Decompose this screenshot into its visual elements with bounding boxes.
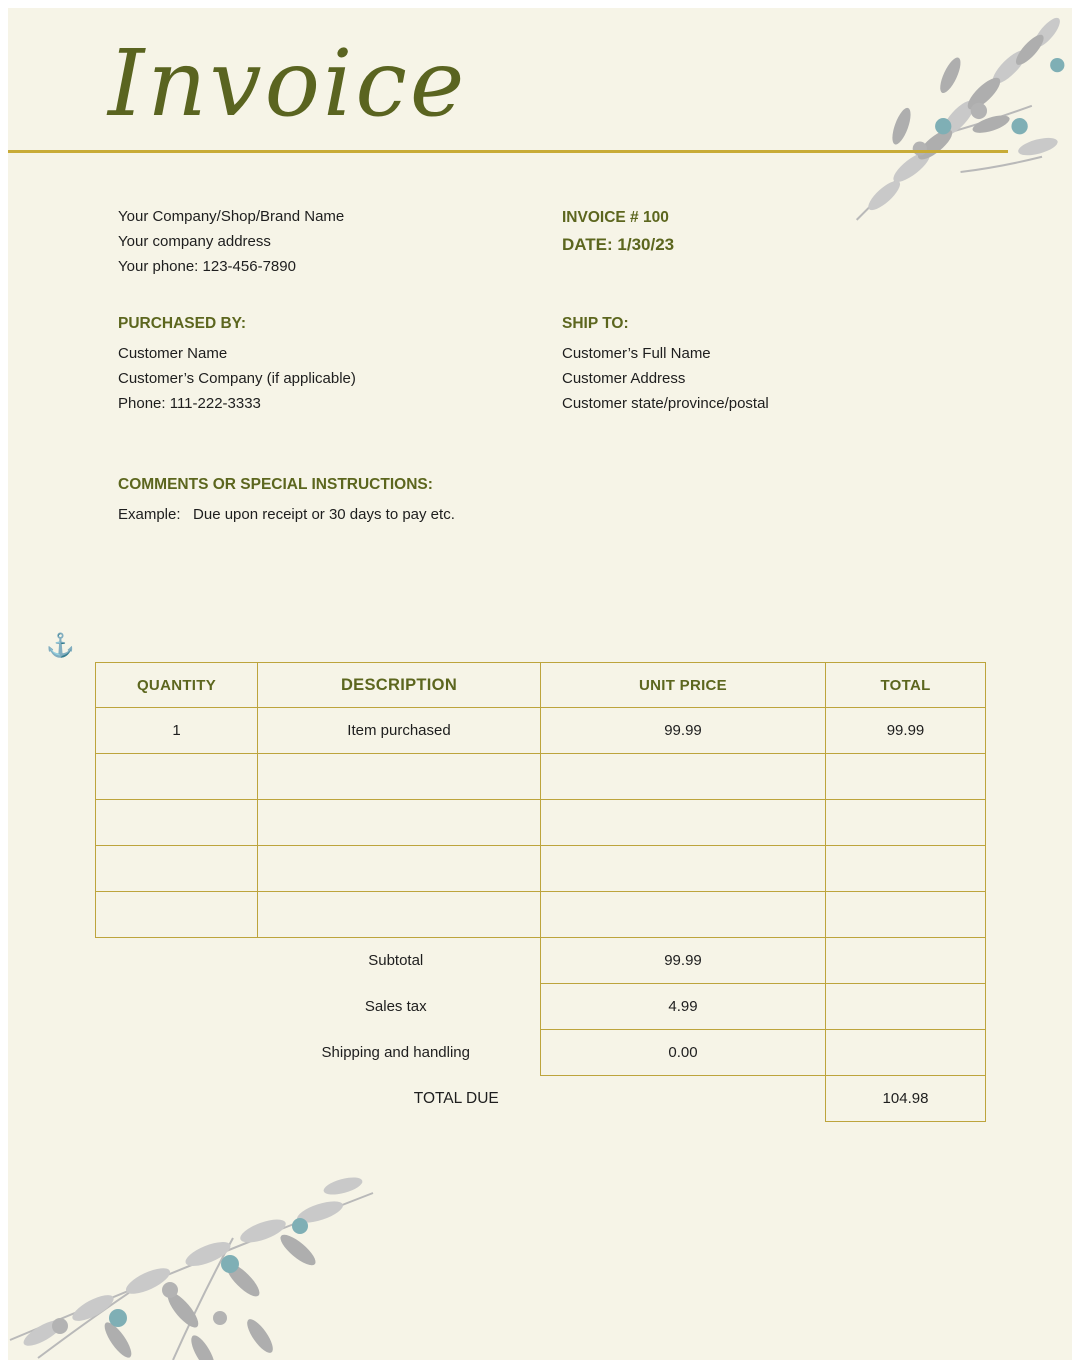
quantity-cell[interactable]: 1 xyxy=(96,708,258,754)
ship-to-line: Customer’s Full Name xyxy=(562,345,711,362)
invoice-number: INVOICE # 100 xyxy=(562,209,669,226)
company-address: Your company address xyxy=(118,233,271,250)
description-cell[interactable] xyxy=(258,892,541,938)
total-cell[interactable] xyxy=(826,846,986,892)
header-quantity: QUANTITY xyxy=(96,663,258,708)
purchased-by-heading: PURCHASED BY: xyxy=(118,315,247,332)
line-items-table xyxy=(95,662,986,1122)
shipping-value-cell[interactable]: 0.00 xyxy=(541,1030,826,1076)
company-info-block xyxy=(118,204,344,279)
quantity-cell[interactable] xyxy=(96,800,258,846)
olive-branch-decoration-top xyxy=(838,8,1072,226)
table-row xyxy=(96,708,986,754)
unit-price-cell[interactable] xyxy=(541,892,826,938)
quantity-cell[interactable] xyxy=(96,846,258,892)
table-row xyxy=(96,892,986,938)
summary-row-sales-tax xyxy=(96,984,986,1030)
quantity-cell[interactable] xyxy=(96,754,258,800)
invoice-meta-block xyxy=(562,204,674,258)
company-phone: Your phone: 123-456-7890 xyxy=(118,258,296,275)
total-due-row xyxy=(96,1076,986,1122)
header-divider xyxy=(8,150,1008,153)
description-cell[interactable]: Item purchased xyxy=(258,708,541,754)
ship-to-heading: SHIP TO: xyxy=(562,315,629,332)
subtotal-label: Subtotal xyxy=(368,952,424,970)
total-due-label: TOTAL DUE xyxy=(413,1089,499,1107)
subtotal-value-cell[interactable]: 99.99 xyxy=(541,938,826,984)
header-description: DESCRIPTION xyxy=(258,663,541,708)
ship-to-block xyxy=(562,311,769,416)
table-row xyxy=(96,846,986,892)
page-title: Invoice xyxy=(108,30,468,137)
purchased-by-line: Customer Name xyxy=(118,345,228,362)
unit-price-cell[interactable] xyxy=(541,846,826,892)
total-cell[interactable]: 99.99 xyxy=(826,708,986,754)
anchor-icon[interactable]: ⚓ xyxy=(46,632,75,658)
total-cell[interactable] xyxy=(826,892,986,938)
comments-heading: COMMENTS OR SPECIAL INSTRUCTIONS: xyxy=(118,476,433,493)
table-row xyxy=(96,754,986,800)
sales-tax-total-cell[interactable] xyxy=(826,984,986,1030)
summary-row-subtotal xyxy=(96,938,986,984)
total-cell[interactable] xyxy=(826,800,986,846)
quantity-cell[interactable] xyxy=(96,892,258,938)
unit-price-cell[interactable]: 99.99 xyxy=(541,708,826,754)
sales-tax-label: Sales tax xyxy=(364,998,427,1015)
comments-text: Example: Due upon receipt or 30 days to pay etc. xyxy=(118,506,455,523)
invoice-page xyxy=(8,8,1072,1360)
company-name: Your Company/Shop/Brand Name xyxy=(118,208,345,225)
table-header-row xyxy=(96,663,986,708)
sales-tax-value-cell[interactable]: 4.99 xyxy=(541,984,826,1030)
header-total: TOTAL xyxy=(826,663,986,708)
subtotal-total-cell[interactable] xyxy=(826,938,986,984)
total-due-value-cell[interactable]: 104.98 xyxy=(826,1076,986,1122)
purchased-by-block xyxy=(118,311,356,416)
unit-price-cell[interactable] xyxy=(541,800,826,846)
description-cell[interactable] xyxy=(258,846,541,892)
header-unit-price: UNIT PRICE xyxy=(541,663,826,708)
ship-to-line: Customer state/province/postal xyxy=(562,395,769,412)
ship-to-line: Customer Address xyxy=(562,370,686,387)
purchased-by-line: Customer’s Company (if applicable) xyxy=(118,370,356,387)
summary-row-shipping xyxy=(96,1030,986,1076)
comments-block xyxy=(118,472,455,527)
olive-branch-decoration-bottom xyxy=(8,1168,383,1360)
description-cell[interactable] xyxy=(258,800,541,846)
shipping-label: Shipping and handling xyxy=(321,1044,470,1061)
shipping-total-cell[interactable] xyxy=(826,1030,986,1076)
invoice-date: DATE: 1/30/23 xyxy=(562,235,675,254)
table-row xyxy=(96,800,986,846)
unit-price-cell[interactable] xyxy=(541,754,826,800)
purchased-by-line: Phone: 111-222-3333 xyxy=(118,395,261,412)
total-cell[interactable] xyxy=(826,754,986,800)
description-cell[interactable] xyxy=(258,754,541,800)
